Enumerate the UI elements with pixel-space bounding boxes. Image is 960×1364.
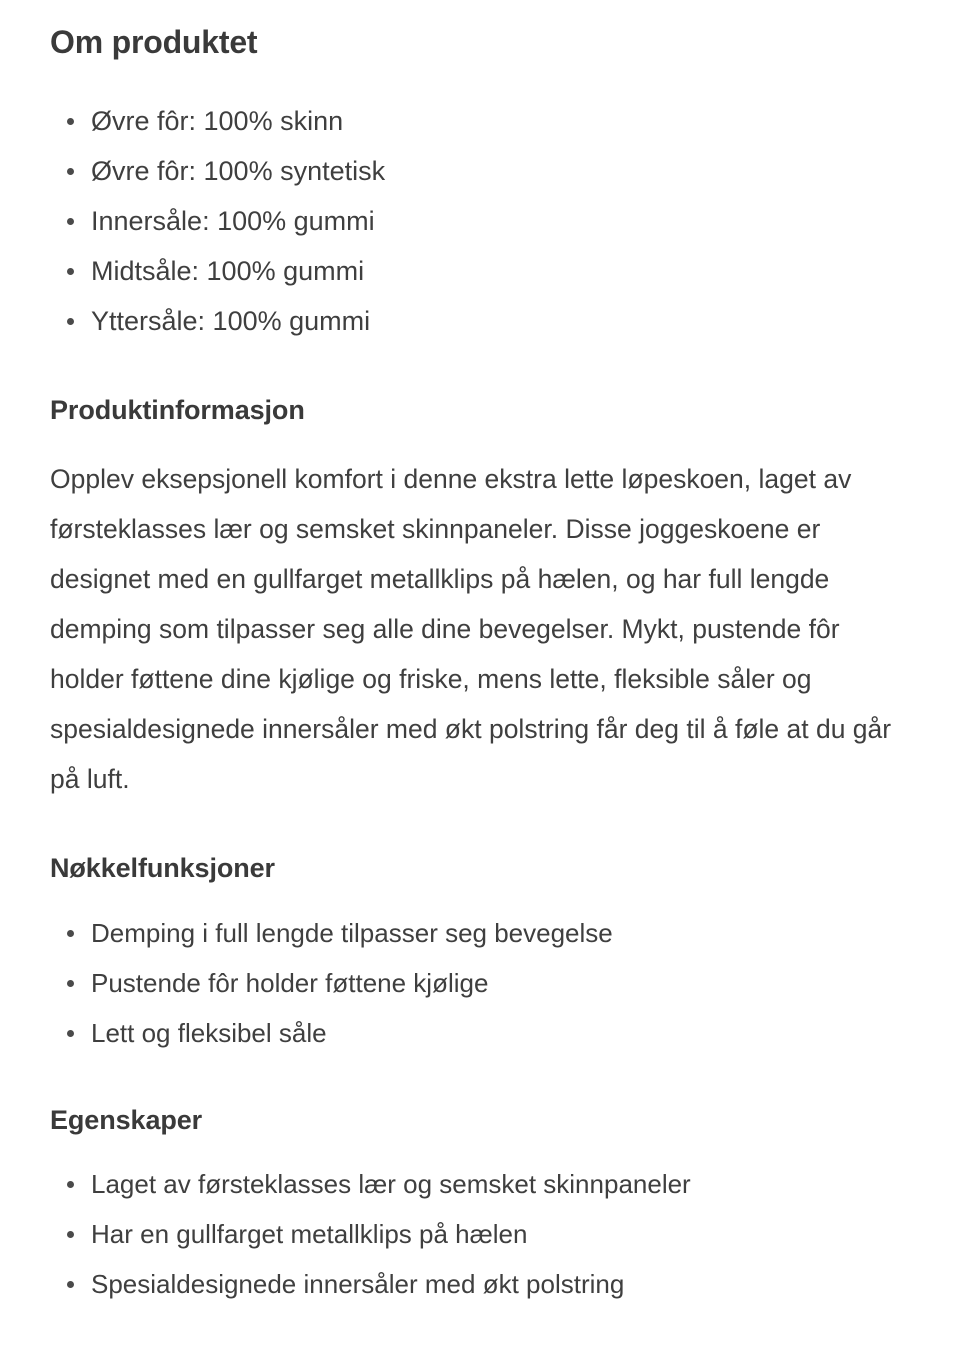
list-item [50, 1159, 910, 1209]
bullet-dot-icon [67, 1231, 74, 1238]
list-item-label: Midtsåle: 100% gummi [91, 256, 365, 286]
list-item-label: Demping i full lengde tilpasser seg bevegelse [91, 917, 613, 948]
properties-list [50, 1159, 910, 1309]
bullet-dot-icon [67, 218, 74, 225]
product-information-body: Opplev eksepsjonell komfort i denne ekstra lette løpeskoen, laget av førsteklasses lær og semsket skinnpaneler. Disse joggeskoene er designet med en gullfarget metallklips på hælen, og har full lengde demping som tilpasser seg alle dine bevegelser. Mykt, pustende fôr holder føttene dine kjølige og friske, mens lette, fleksible såler og spesialdesignede innersåler med økt polstring får deg til å føle at du går på luft. [50, 463, 892, 794]
key-features-heading: Nøkkelfunksjoner [50, 852, 275, 883]
bullet-dot-icon [67, 118, 74, 125]
list-item [50, 296, 910, 346]
list-item-label: Øvre fôr: 100% syntetisk [91, 156, 386, 186]
bullet-dot-icon [67, 1030, 74, 1037]
section-properties [50, 1104, 910, 1310]
list-item [50, 908, 910, 958]
list-item-label: Har en gullfarget metallklips på hælen [91, 1219, 528, 1250]
list-item-label: Yttersåle: 100% gummi [91, 306, 371, 336]
section-product-information [50, 394, 910, 804]
list-item-label: Pustende fôr holder føttene kjølige [91, 967, 489, 998]
list-item-label: Innersåle: 100% gummi [91, 206, 375, 236]
list-item [50, 196, 910, 246]
properties-heading: Egenskaper [50, 1104, 203, 1135]
section-key-features [50, 852, 910, 1058]
about-product-list [50, 96, 910, 346]
about-product-heading: Om produktet [50, 24, 258, 60]
list-item [50, 146, 910, 196]
list-item [50, 246, 910, 296]
key-features-list [50, 908, 910, 1058]
list-item-label: Øvre fôr: 100% skinn [91, 106, 344, 136]
bullet-dot-icon [67, 1281, 74, 1288]
section-about-product [50, 22, 910, 346]
list-item [50, 1259, 910, 1309]
bullet-dot-icon [67, 318, 74, 325]
product-information-heading: Produktinformasjon [50, 395, 305, 425]
list-item [50, 1008, 910, 1058]
bullet-dot-icon [67, 1181, 74, 1188]
bullet-dot-icon [67, 980, 74, 987]
bullet-dot-icon [67, 268, 74, 275]
bullet-dot-icon [67, 168, 74, 175]
list-item-label: Spesialdesignede innersåler med økt polstring [91, 1269, 625, 1300]
list-item [50, 96, 910, 146]
bullet-dot-icon [67, 930, 74, 937]
list-item-label: Lett og fleksibel såle [91, 1017, 327, 1048]
list-item [50, 1209, 910, 1259]
list-item-label: Laget av førsteklasses lær og semsket skinnpaneler [91, 1169, 691, 1200]
list-item [50, 958, 910, 1008]
